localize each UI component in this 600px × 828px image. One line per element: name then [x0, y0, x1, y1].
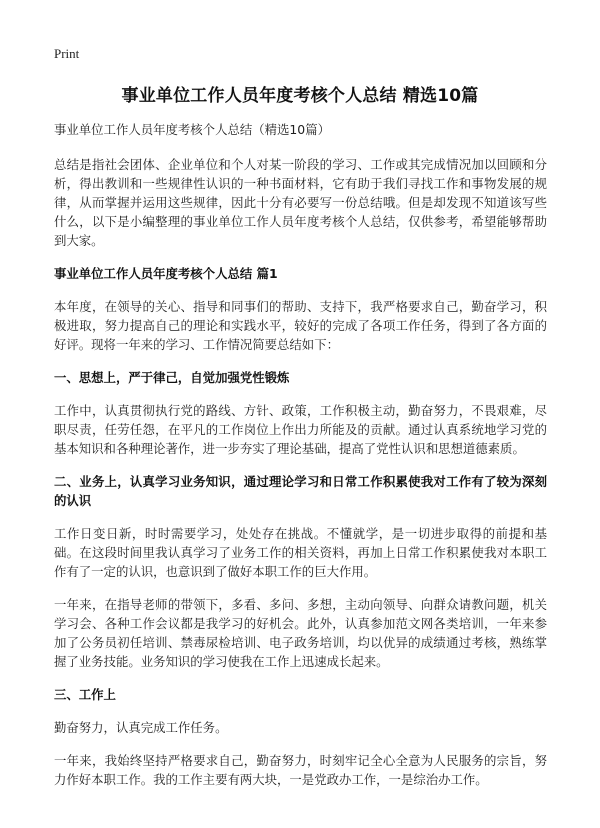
paragraph-5: 勤奋努力，认真完成工作任务。 [54, 720, 228, 735]
document-body [54, 120, 547, 789]
heading-business: 二、业务上，认真学习业务知识，通过理论学习和日常工作积累使我对工作有了较为深刻的认识 [54, 474, 547, 508]
intro-paragraph: 总结是指社会团体、企业单位和个人对某一阶段的学习、工作或其完成情况加以回顾和分析，得出教训和一些规律性认识的一种书面材料，它有助于我们寻找工作和事物发展的规律，从而掌握并运用这些规律，因此十分有必要写一份总结哦。但是却发现不知道该写些什么，以下是小编整理的事业单位工作人员年度考核个人总结，仅供参考，希望能够帮助到大家。 [54, 157, 547, 248]
paragraph-2: 工作中，认真贯彻执行党的路线、方针、政策，工作积极主动，勤奋努力，不畏艰难，尽职尽责，任劳任怨，在平凡的工作岗位上作出力所能及的贡献。通过认真系统地学习党的基本知识和各种理论著作，进一步夯实了理论基础，提高了党性认识和思想道德素质。 [54, 403, 547, 456]
heading-thought: 一、思想上，严于律己，自觉加强党性锻炼 [54, 370, 290, 385]
paragraph-1: 本年度，在领导的关心、指导和同事们的帮助、支持下，我严格要求自己，勤奋学习，积极进取，努力提高自己的理论和实践水平，较好的完成了各项工作任务，得到了各方面的好评。现将一年来的学习、工作情况简要总结如下： [54, 299, 547, 352]
paragraph-3: 工作日变日新，时时需要学习，处处存在挑战。不懂就学，是一切进步取得的前提和基础。在这段时间里我认真学习了业务工作的相关资料，再加上日常工作积累使我对本职工作有了一定的认识，也意识到了做好本职工作的巨大作用。 [54, 526, 547, 579]
paragraph-6: 一年来，我始终坚持严格要求自己，勤奋努力，时刻牢记全心全意为人民服务的宗旨，努力作好本职工作。我的工作主要有两大块，一是党政办工作，一是综治办工作。 [54, 753, 547, 787]
document-title: 事业单位工作人员年度考核个人总结 精选10篇 [121, 86, 479, 106]
heading-work: 三、工作上 [54, 687, 116, 702]
paragraph-4: 一年来，在指导老师的带领下，多看、多问、多想，主动向领导、向群众请教问题，机关学习会、各种工作会议都是我学习的好机会。此外，认真参加范文网各类培训，一年来参加了公务员初任培训、禁毒尿检培训、电子政务培训，均以优异的成绩通过考核，熟练掌握了业务技能。业务知识的学习使我在工作上迅速成长起来。 [54, 597, 547, 669]
print-link[interactable]: Print [54, 46, 80, 61]
section-heading: 事业单位工作人员年度考核个人总结 篇1 [54, 266, 278, 281]
document-subtitle: 事业单位工作人员年度考核个人总结（精选10篇） [54, 122, 330, 137]
